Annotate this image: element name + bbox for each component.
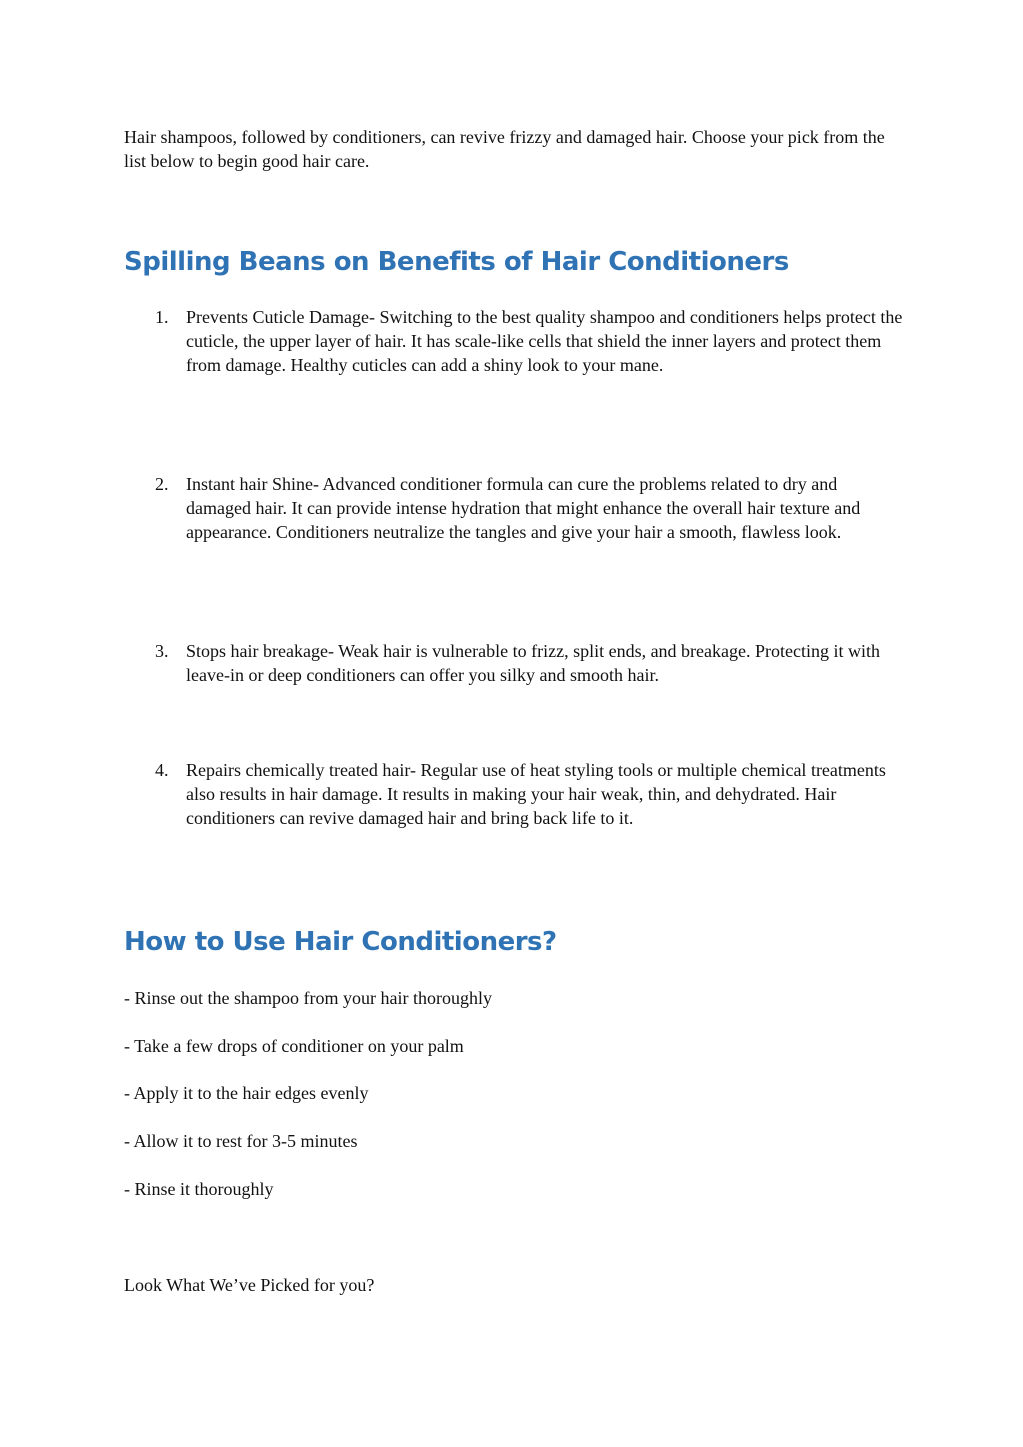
howto-step: - Apply it to the hair edges evenly xyxy=(124,1083,369,1103)
benefit-list-item xyxy=(155,305,905,377)
benefit-list-item xyxy=(155,758,905,830)
benefit-text: Prevents Cuticle Damage- Switching to the best quality shampoo and conditioners helps protect the cuticle, the upper layer of hair. It has scale-like cells that shield the inner layers and protect them from damage. Healthy cuticles can add a shiny look to your mane. xyxy=(186,307,903,375)
closing-line: Look What We’ve Picked for you? xyxy=(124,1275,375,1295)
howto-heading: How to Use Hair Conditioners? xyxy=(124,927,557,957)
howto-step: - Rinse out the shampoo from your hair thoroughly xyxy=(124,988,492,1008)
benefit-text: Stops hair breakage- Weak hair is vulnerable to frizz, split ends, and breakage. Protecting it with leave-in or deep conditioners can offer you silky and smooth hair. xyxy=(186,641,881,685)
intro-paragraph: Hair shampoos, followed by conditioners, can revive frizzy and damaged hair. Choose your pick from the list below to begin good hair care. xyxy=(124,127,885,171)
benefit-number: 3. xyxy=(155,641,169,661)
howto-step: - Allow it to rest for 3-5 minutes xyxy=(124,1131,358,1151)
benefit-list-item xyxy=(155,472,905,544)
benefit-list-item xyxy=(155,639,905,687)
howto-step: - Take a few drops of conditioner on your palm xyxy=(124,1036,464,1056)
benefit-text: Repairs chemically treated hair- Regular use of heat styling tools or multiple chemical treatments also results in hair damage. It results in making your hair weak, thin, and dehydrated. Hair conditioners can revive damaged hair and bring back life to it. xyxy=(186,760,886,828)
benefits-heading: Spilling Beans on Benefits of Hair Conditioners xyxy=(124,247,789,277)
benefit-text: Instant hair Shine- Advanced conditioner formula can cure the problems related to dry and damaged hair. It can provide intense hydration that might enhance the overall hair texture and appearance. Conditioners neutralize the tangles and give your hair a smooth, flawless look. xyxy=(186,474,861,542)
benefit-number: 2. xyxy=(155,474,169,494)
benefit-number: 4. xyxy=(155,760,169,780)
howto-step: - Rinse it thoroughly xyxy=(124,1179,274,1199)
benefit-number: 1. xyxy=(155,307,169,327)
